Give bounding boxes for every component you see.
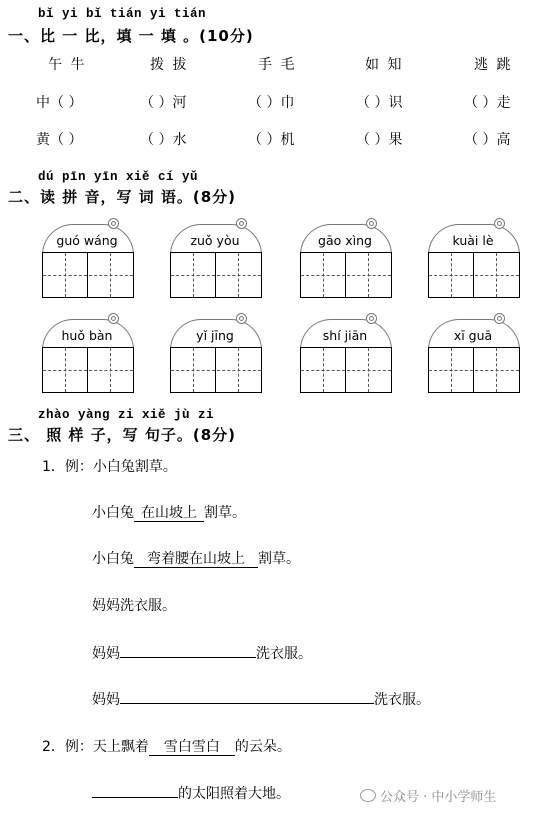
- wechat-icon: [360, 789, 376, 802]
- q2-label-post: 的云朵。: [234, 739, 291, 755]
- q1-example-1: [92, 502, 246, 522]
- card-pinyin: xī guā: [453, 328, 493, 343]
- fill-item[interactable]: （ ）识: [356, 95, 403, 111]
- pinyin-writing-card: [170, 313, 262, 393]
- char-pair: 拨 拔: [150, 57, 189, 73]
- q1-ex1-fill: 在山坡上: [134, 506, 204, 522]
- q1-task: 妈妈洗衣服。: [92, 598, 176, 614]
- fill-item[interactable]: 中（ ）: [36, 95, 83, 111]
- section2-title: 二、读 拼 音，写 词 语。(8分): [8, 188, 237, 206]
- flower-icon: [494, 218, 505, 229]
- q2-fill: 雪白雪白: [149, 740, 235, 756]
- writing-grid[interactable]: [428, 252, 520, 298]
- flower-icon: [366, 218, 377, 229]
- card-pinyin: guó wáng: [56, 233, 118, 248]
- q1-ex2-fill: 弯着腰在山坡上: [134, 552, 258, 568]
- pinyin-writing-card: [300, 313, 392, 393]
- q2-blank-post: 的太阳照着大地。: [178, 786, 290, 802]
- fill-item[interactable]: （ ）高: [464, 132, 511, 148]
- watermark-text: 公众号 · 中小学师生: [380, 790, 497, 805]
- pinyin-writing-card: [300, 218, 392, 298]
- flower-icon: [366, 313, 377, 324]
- pinyin-writing-card: [42, 218, 134, 298]
- flower-icon: [236, 218, 247, 229]
- pinyin-writing-card: [428, 313, 520, 393]
- fill-item[interactable]: （ ）水: [140, 132, 187, 148]
- q1-ex1-post: 割草。: [204, 505, 246, 521]
- char-pair: 逃 跳: [474, 57, 513, 73]
- card-pinyin: kuài lè: [452, 233, 494, 248]
- flower-icon: [108, 218, 119, 229]
- q1-example-2: [92, 548, 300, 568]
- pinyin-writing-card: [42, 313, 134, 393]
- q1-blank1-pre: 妈妈: [92, 646, 120, 662]
- writing-grid[interactable]: [428, 347, 520, 393]
- writing-grid[interactable]: [42, 347, 134, 393]
- char-pair: 手 毛: [258, 57, 297, 73]
- section2-pinyin: dú pīn yīn xiě cí yǔ: [38, 170, 199, 184]
- fill-item[interactable]: （ ）河: [140, 95, 187, 111]
- writing-grid[interactable]: [170, 252, 262, 298]
- q1-label: 1．例：小白兔割草。: [42, 459, 177, 475]
- q2-example: [42, 736, 291, 756]
- q1-blank2-pre: 妈妈: [92, 692, 120, 708]
- fill-item[interactable]: （ ）果: [356, 132, 403, 148]
- card-pinyin: huǒ bàn: [61, 328, 113, 343]
- q1-answer-blank-2[interactable]: [120, 688, 374, 704]
- flower-icon: [108, 313, 119, 324]
- card-pinyin: yǐ jīng: [196, 328, 234, 343]
- card-pinyin: zuǒ yòu: [190, 233, 240, 248]
- section1-pinyin: bǐ yi bǐ tián yi tián: [38, 7, 207, 21]
- pinyin-writing-card: [428, 218, 520, 298]
- card-pinyin: gāo xìng: [318, 233, 372, 248]
- writing-grid[interactable]: [42, 252, 134, 298]
- fill-item[interactable]: （ ）机: [248, 132, 295, 148]
- flower-icon: [494, 313, 505, 324]
- char-pair: 如 知: [365, 57, 404, 73]
- char-pair: 午 牛: [48, 57, 87, 73]
- section3-title: 三、 照 样 子，写 句子。(8分): [8, 426, 237, 444]
- q1-blank1-post: 洗衣服。: [256, 646, 312, 662]
- q1-blank-2: [92, 688, 430, 709]
- section1-title: 一、比 一 比，填 一 填 。(10分): [8, 27, 254, 45]
- q1-answer-blank-1[interactable]: [120, 642, 256, 658]
- card-pinyin: shí jiān: [322, 328, 368, 343]
- section3-pinyin: zhào yàng zi xiě jù zi: [38, 408, 215, 422]
- q1-ex2-pre: 小白兔: [92, 551, 134, 567]
- q1-ex1-pre: 小白兔: [92, 505, 134, 521]
- pinyin-writing-card: [170, 218, 262, 298]
- flower-icon: [236, 313, 247, 324]
- writing-grid[interactable]: [170, 347, 262, 393]
- writing-grid[interactable]: [300, 252, 392, 298]
- q2-blank: [92, 782, 290, 803]
- writing-grid[interactable]: [300, 347, 392, 393]
- fill-item[interactable]: （ ）巾: [248, 95, 295, 111]
- q1-blank-1: [92, 642, 312, 663]
- q2-label-pre: 2．例：天上飘着: [42, 739, 149, 755]
- q1-blank2-post: 洗衣服。: [374, 692, 430, 708]
- watermark: [360, 786, 496, 805]
- fill-item[interactable]: （ ）走: [464, 95, 511, 111]
- q2-answer-blank[interactable]: [92, 782, 178, 798]
- q1-ex2-post: 割草。: [258, 551, 300, 567]
- fill-item[interactable]: 黄（ ）: [36, 132, 83, 148]
